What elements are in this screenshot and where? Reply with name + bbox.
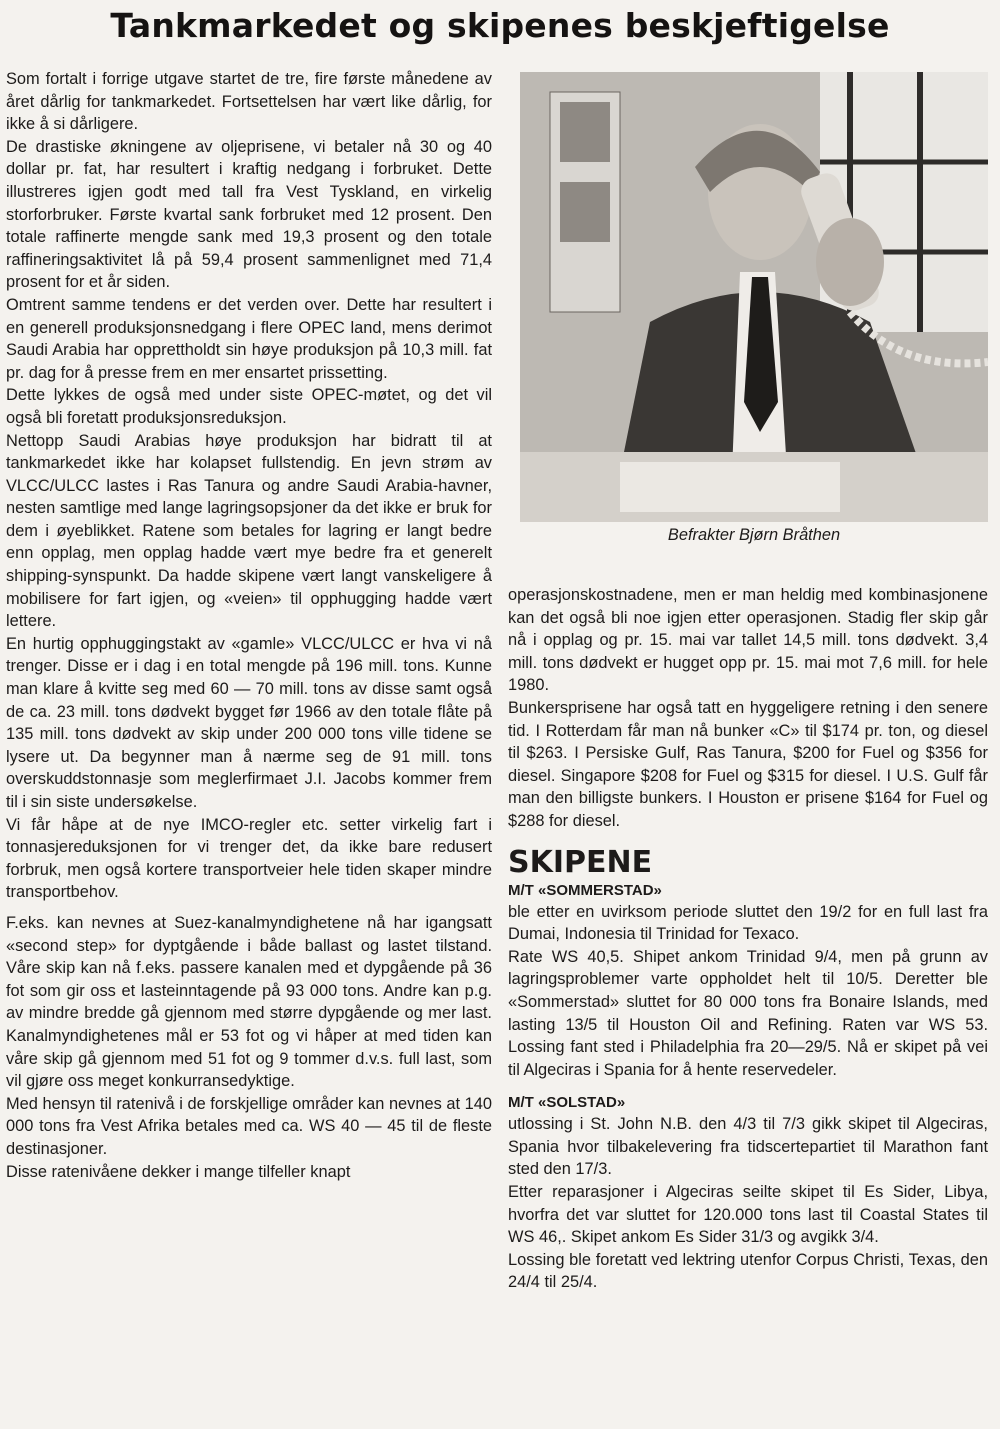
paragraph: Omtrent samme tendens er det verden over. Dette har resultert i en generell produksjonsnedgang i flere OPEC land, mens derimot Saudi Arabia har opprettholdt sin høye produksjon på 10,3 mill. fat pr. dag for å presse frem en mer ensartet prissetting. — [6, 295, 492, 382]
paragraph: Bunkersprisene har også tatt en hyggeligere retning i den senere tid. I Rotterdam får man nå bunker «C» til $174 pr. ton, og diesel til $263. I Persiske Gulf, Ras Tanura, $200 for Fuel og $356 for diesel. Singapore $208 for Fuel og $315 for diesel. I U.S. Gulf får man den billigste bunkers. I Houston er prisene $164 for Fuel og $288 for diesel. — [508, 698, 988, 830]
paragraph: Vi får håpe at de nye IMCO-regler etc. setter virkelig fart i tonnasjereduksjonen for vi trenger det, da ikke bare redusert forbruk, men også kortere transportveier hele tiden skaper mindre transportbehov. — [6, 815, 492, 902]
section-title: SKIPENE — [508, 844, 653, 880]
paragraph: Med hensyn til ratenivå i de forskjellige områder kan nevnes at 140 000 tons fra Vest Afrika betales med ca. WS 40 — 45 til de fleste destinasjoner. — [6, 1094, 492, 1158]
right-column — [508, 584, 988, 1294]
paragraph: De drastiske økningene av oljeprisene, vi betaler nå 30 og 40 dollar pr. fat, har resultert i kraftig nedgang i forbruket. Dette illustreres igjen godt med tall fra Vest Tyskland, en virkelig storforbruker. Første kvartal sank forbruket med 12 prosent. Den totale raffinerte mengde sank med 19,3 prosent og den totale raffineringsaktivitet lå på 59,4 prosent sammenlignet med 71,4 prosent for et år siden. — [6, 137, 492, 292]
paragraph: Etter reparasjoner i Algeciras seilte skipet til Es Sider, Libya, hvorfra det var sluttet for 120.000 tons last til Coastal States til WS 46,. Skipet ankom Es Sider 31/3 og avgikk 3/4. — [508, 1183, 988, 1247]
ship-name-sommerstad: M/T «SOMMERSTAD» — [508, 881, 662, 899]
paragraph: Dette lykkes de også med under siste OPEC-møtet, og det vil også bli foretatt produksjonsreduksjon. — [6, 386, 492, 427]
paragraph: Rate WS 40,5. Shipet ankom Trinidad 9/4, men på grunn av lagringsproblemer varte oppholdet helt til 10/5. Deretter ble «Sommerstad» sluttet for 80 000 tons fra Bonaire Islands, med lasting 13/5 til Houston Oil and Refining. Raten var WS 53. Lossing fant sted i Philadelphia fra 20—29/5. Nå er skipet på vei til Algeciras i Spania for å hente reservedeler. — [508, 947, 988, 1079]
paragraph: En hurtig opphuggingstakt av «gamle» VLCC/ULCC er hva vi nå trenger. Disse er i dag i en total mengde på 196 mill. tons. Kunne man klare å kvitte seg med 60 — 70 mill. tons av disse samt også de ca. 23 mill. tons dødvekt bygget før 1966 av den totale flåte på 135 mill. tons dødvekt av skip under 200 000 tons ville tidene se lysere ut. Da begynner man å nærme seg de 91 mill. tons overskuddstonnasje som meglerfirmaet J.I. Jacobs kommer frem til i sin siste undersøkelse. — [6, 634, 492, 811]
ship-name-solstad: M/T «SOLSTAD» — [508, 1094, 626, 1112]
paragraph: F.eks. kan nevnes at Suez-kanalmyndighetene nå har igangsatt «second step» for dyptgående i både ballast og lastet tilstand. Våre skip kan nå f.eks. passere kanalen med et dypgående på 36 fot som gir oss et lasteinntagende på 93 000 tons. Andre kan p.g. av mindre bredde gå gjennom med større dypgående og mer last. Kanalmyndighetenes mål er 53 fot og vi håper at med tiden kan våre skip gå gjennom med 51 fot og 9 tommer d.v.s. full last, som vil gjøre oss meget konkurransedyktige. — [6, 913, 492, 1091]
paragraph: utlossing i St. John N.B. den 4/3 til 7/3 gikk skipet til Algeciras, Spania hvor tilbakelevering fra tidscertepartiet til Marathon fant sted den 17/3. — [508, 1115, 988, 1179]
paragraph: ble etter en uvirksom periode sluttet den 19/2 for en full last fra Dumai, Indonesia til Trinidad for Texaco. — [508, 902, 988, 944]
paragraph: operasjonskostnadene, men er man heldig med kombinasjonene kan det også bli noe igjen etter operasjonen. Stadig fler skip går nå i opplag og pr. 15. mai var tallet 14,5 mill. tons dødvekt. 3,4 mill. tons dødvekt er hugget opp pr. 15. mai mot 7,6 mill. for hele 1980. — [508, 586, 988, 695]
portrait-photo — [520, 72, 988, 522]
left-column — [6, 68, 492, 1183]
paragraph: Disse ratenivåene dekker i mange tilfeller knapt — [6, 1162, 351, 1181]
headline: Tankmarkedet og skipenes beskjeftigelse — [110, 6, 890, 45]
paragraph: Som fortalt i forrige utgave startet de tre, fire første månedene av året dårlig for tankmarkedet. Fortsettelsen har vært like dårlig, for ikke å si dårligere. — [6, 70, 492, 134]
paragraph: Nettopp Saudi Arabias høye produksjon har bidratt til at tankmarkedet ikke har kolapset fullstendig. En jevn strøm av VLCC/ULCC lastes i Ras Tanura og andre Saudi Arabia-havner, nesten samtlige med lange lagringsopsjoner da det ikke er bruk for dem i øyeblikket. Ratene som betales for lagring er langt bedre enn opplag, men opplag hadde vært mye bedre fra et generelt shipping-synspunkt. Da hadde skipene vært langt vanskeligere å mobilisere for fart igjen, og «veien» til opphugging hadde vært lettere. — [6, 431, 492, 631]
paragraph: Lossing ble foretatt ved lektring utenfor Corpus Christi, Texas, den 24/4 til 25/4. — [508, 1250, 988, 1292]
photo-caption: Befrakter Bjørn Bråthen — [667, 526, 841, 544]
